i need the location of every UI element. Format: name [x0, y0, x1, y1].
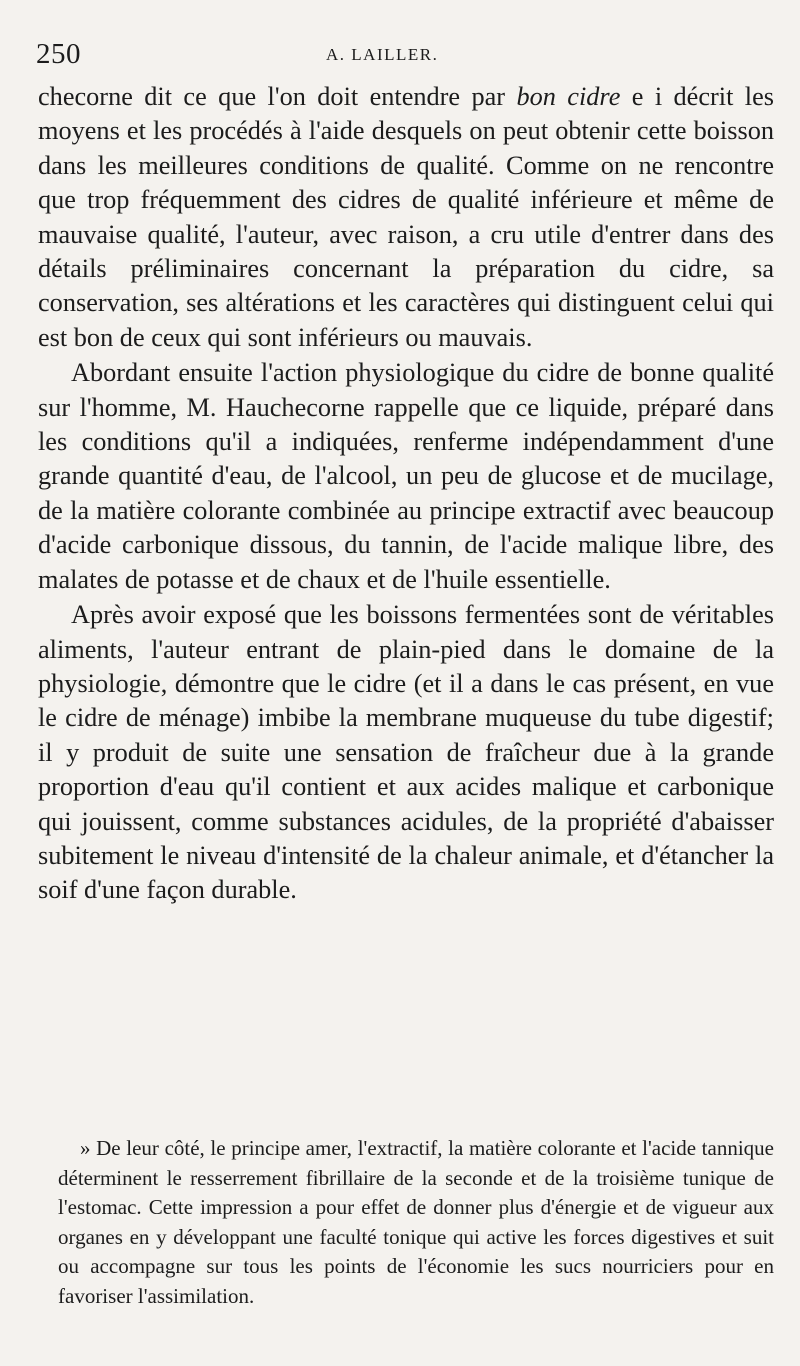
running-head: A. LAILLER.	[326, 45, 439, 64]
paragraph-3: Après avoir exposé que les boissons fermentées sont de véritables aliments, l'auteur entrant de plain-pied dans le domaine de la physiologie, démontre que le cidre (et il a dans le cas présent, en vue le cidre de ménage) imbibe la membrane muqueuse du tube digestif; il y produit de suite une sensation de fraîcheur due à la grande proportion d'eau qu'il contient et aux acides malique et carbonique qui jouissent, comme substances acidules, de la propriété d'abaisser subitement le niveau d'intensité de la chaleur animale, et d'étancher la soif d'une façon durable.	[38, 600, 774, 905]
paragraph-1	[38, 80, 774, 355]
body-text	[38, 80, 774, 908]
paragraph-1-text-start: checorne dit ce que l'on doit entendre par	[38, 82, 517, 111]
paragraph-1-text-end: e i décrit les moyens et les procédés à l'aide desquels on peut obtenir cette boisson dans les meilleures conditions de qualité. Comme on ne rencontre que trop fréquemment des cidres de qualité inférieure et même de mauvaise qualité, l'auteur, avec raison, a cru utile d'entrer dans des détails préliminaires concernant la préparation du cidre, sa conservation, ses altérations et les caractères qui distinguent celui qui est bon de ceux qui sont inférieurs ou mauvais.	[38, 82, 774, 352]
italic-term: bon cidre	[516, 82, 621, 111]
quoted-passage: » De leur côté, le principe amer, l'extractif, la matière colorante et l'acide tannique déterminent le resserrement fibrillaire de la seconde et de la troisième tunique de l'estomac. Cette impression a pour effet de donner plus d'énergie et de vigueur aux organes en y développant une faculté tonique qui active les forces digestives et suit ou accompagne sur tous les points de l'économie les sucs nourriciers pour en favoriser l'assimilation.	[58, 1136, 774, 1308]
page-header	[36, 38, 760, 74]
paragraph-2: Abordant ensuite l'action physiologique du cidre de bonne qualité sur l'homme, M. Hauchecorne rappelle que ce liquide, préparé dans les conditions qu'il a indiquées, renferme indépendamment d'une grande quantité d'eau, de l'alcool, un peu de glucose et de mucilage, de la matière colorante combinée au principe extractif avec beaucoup d'acide carbonique dissous, du tannin, de l'acide malique libre, des malates de potasse et de chaux et de l'huile essentielle.	[38, 358, 774, 594]
page-number: 250	[36, 38, 81, 70]
